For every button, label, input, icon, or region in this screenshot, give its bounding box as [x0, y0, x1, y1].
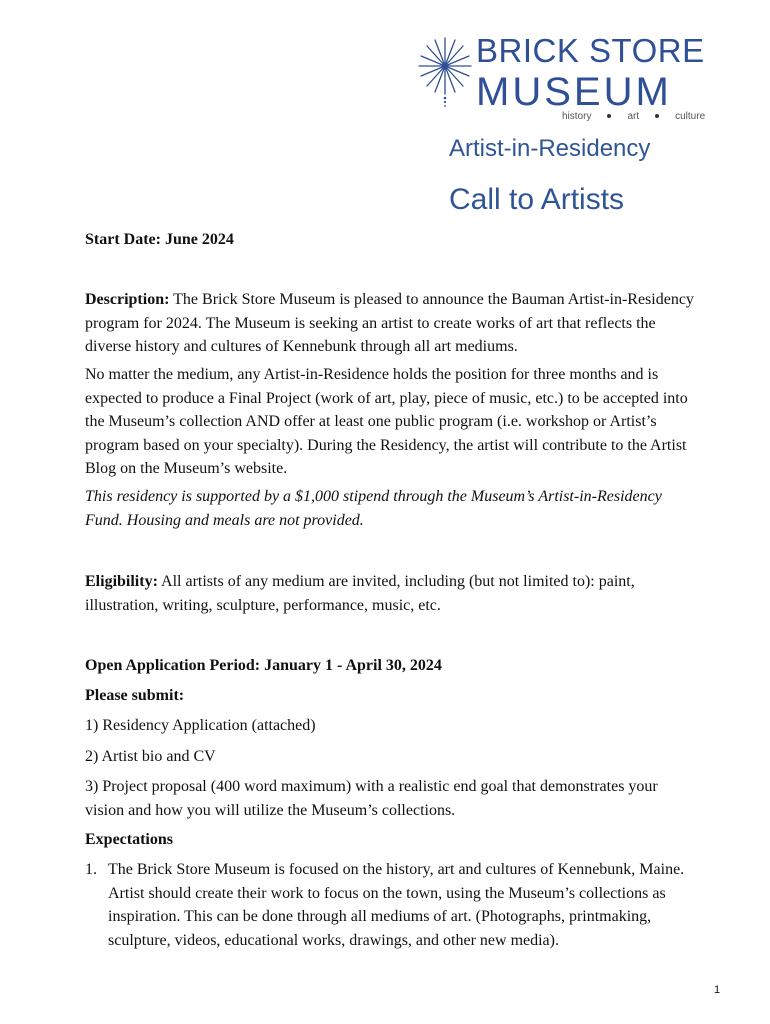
logo-brick-store: BRICK STORE [476, 32, 705, 69]
submit-item: 1) Residency Application (attached) [85, 717, 316, 734]
bullet-icon [607, 114, 611, 118]
title-heading: Call to Artists [449, 183, 625, 216]
tag-history: history [562, 111, 592, 122]
stipend-paragraph: This residency is supported by a $1,000 stipend through the Museum’s Artist-in-Residency Fund. Housing and meals are not provided. [85, 488, 662, 529]
submit-item: 2) Artist bio and CV [85, 748, 216, 765]
start-date: Start Date: June 2024 [85, 231, 234, 248]
bullet-icon [655, 114, 659, 118]
expectations-label: Expectations [85, 831, 173, 848]
tag-culture: culture [675, 111, 706, 122]
expectation-number: 1. [85, 861, 97, 878]
description-text: The Brick Store Museum is pleased to announce the Bauman Artist-in-Residency program for 2024. The Museum is seeking an artist to create works of art that reflects the diverse history and cultures of Kennebunk through all art mediums. [85, 291, 694, 355]
museum-logo [418, 32, 706, 128]
eligibility-label: Eligibility: [85, 573, 158, 590]
starburst-icon [418, 34, 472, 110]
eligibility-text: All artists of any medium are invited, including (but not limited to): paint, illustration, writing, sculpture, performance, music, etc. [85, 573, 635, 614]
description-paragraph [85, 288, 695, 359]
eligibility-paragraph [85, 570, 695, 617]
application-period: Open Application Period: January 1 - April 30, 2024 [85, 657, 442, 674]
page-number: 1 [714, 984, 721, 996]
logo-museum: MUSEUM [476, 70, 672, 114]
description-label: Description: [85, 291, 170, 308]
expectation-text: The Brick Store Museum is focused on the history, art and cultures of Kennebunk, Maine. Artist should create their work to focus on the town, using the Museum’s collections as inspiration. This can be done through all mediums of art. (Photographs, printmaking, sculpture, videos, educational works, drawings, and other new media). [108, 861, 685, 949]
subtitle-heading: Artist-in-Residency [449, 135, 651, 162]
tag-art: art [627, 111, 640, 122]
submit-label: Please submit: [85, 687, 185, 704]
logo-tagline [562, 111, 705, 122]
medium-paragraph: No matter the medium, any Artist-in-Residence holds the position for three months and is expected to produce a Final Project (work of art, play, piece of music, etc.) to be accepted into the Museum’s collection AND offer at least one public program (i.e. workshop or Artist’s program based on your specialty). During the Residency, the artist will contribute to the Artist Blog on the Museum’s website. [85, 366, 688, 477]
submit-item: 3) Project proposal (400 word maximum) with a realistic end goal that demonstrates your vision and how you will utilize the Museum’s collections. [85, 778, 658, 819]
